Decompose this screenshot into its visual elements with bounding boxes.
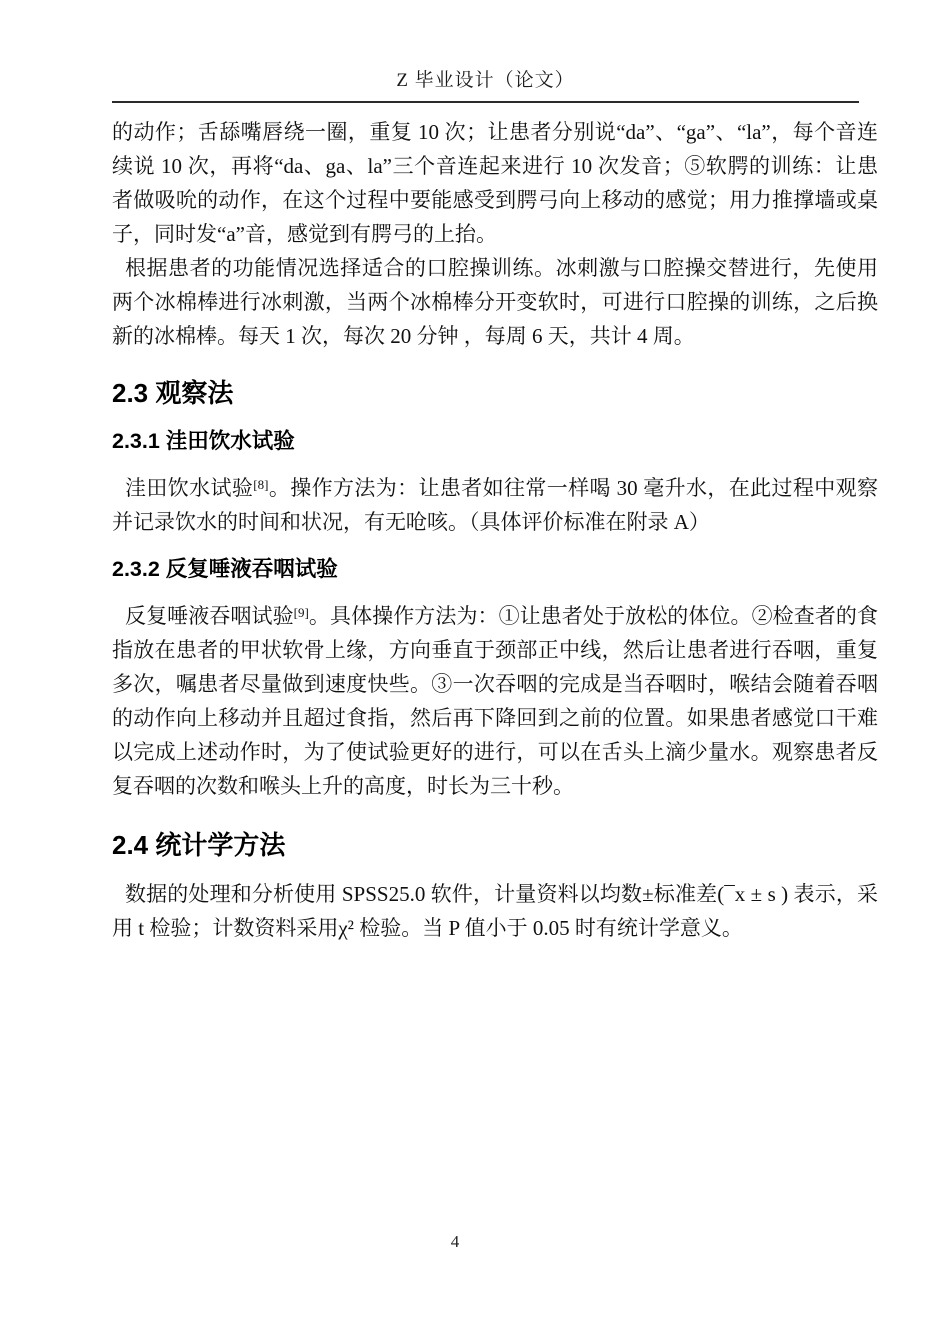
page-number: 4 <box>450 1232 460 1251</box>
section-heading-2-3-observation-method: 2.3 观察法 <box>112 378 234 408</box>
paragraph-oral-exercise-continuation: 的动作；舌舔嘴唇绕一圈，重复 10 次；让患者分别说“da”、“ga”、“la”，每个音连续说 10 次，再将“da、ga、la”三个音连起来进行 10 次发音；⑤软腭的训练：让患者做吸吮的动作，在这个过程中要能感受到腭弓向上移动的感觉；用力推撑墙或桌子，同时发“a”音，感觉到有腭弓的上抬。 <box>112 120 878 246</box>
paragraph-text: 。具体操作方法为：①让患者处于放松的体位。②检查者的食指放在患者的甲状软骨上缘，方向垂直于颈部正中线，然后让患者进行吞咽，重复多次，嘱患者尽量做到速度快些。③一次吞咽的完成是当吞咽时，喉结会随着吞咽的动作向上移动并且超过食指，然后再下降回到之前的位置。如果患者感觉口干难以完成上述动作时，为了使试验更好的进行，可以在舌头上滴少量水。观察患者反复吞咽的次数和喉头上升的高度，时长为三十秒。 <box>112 604 879 798</box>
section-heading-2-4-statistical-method: 2.4 统计学方法 <box>112 830 286 860</box>
page-header <box>112 70 859 103</box>
document-body <box>112 115 878 945</box>
paragraph-text: 洼田饮水试验 <box>125 476 254 500</box>
subsection-heading-2-3-2-repetitive-saliva-swallow-test: 2.3.2 反复唾液吞咽试验 <box>112 557 338 581</box>
page-header-title: Z 毕业设计（论文） <box>396 70 575 91</box>
paragraph-ice-stimulation-schedule: 根据患者的功能情况选择适合的口腔操训练。冰刺激与口腔操交替进行，先使用两个冰棉棒进行冰刺激，当两个冰棉棒分开变软时，可进行口腔操的训练，之后换新的冰棉棒。每天 1 次，每次 20 分钟 ，每周 6 天，共计 4 周。 <box>112 256 878 348</box>
paragraph-saliva-swallow-test <box>112 599 878 803</box>
citation-ref-9: [9] <box>293 605 309 620</box>
paragraph-text: 反复唾液吞咽试验 <box>125 604 294 628</box>
paragraph-water-swallow-test <box>112 471 878 539</box>
citation-ref-8: [8] <box>253 477 269 492</box>
paragraph-statistical-analysis: 数据的处理和分析使用 SPSS25.0 软件，计量资料以均数±标准差(¯x ± s ) 表示，采用 t 检验；计数资料采用χ² 检验。当 P 值小于 0.05 时有统计学意义。 <box>112 882 878 940</box>
paragraph-text: 。操作方法为：让患者如往常一样喝 30 毫升水，在此过程中观察并记录饮水的时间和状况，有无呛咳。（具体评价标准在附录 A） <box>112 476 879 534</box>
subsection-heading-2-3-1-water-swallow-test: 2.3.1 洼田饮水试验 <box>112 429 295 453</box>
